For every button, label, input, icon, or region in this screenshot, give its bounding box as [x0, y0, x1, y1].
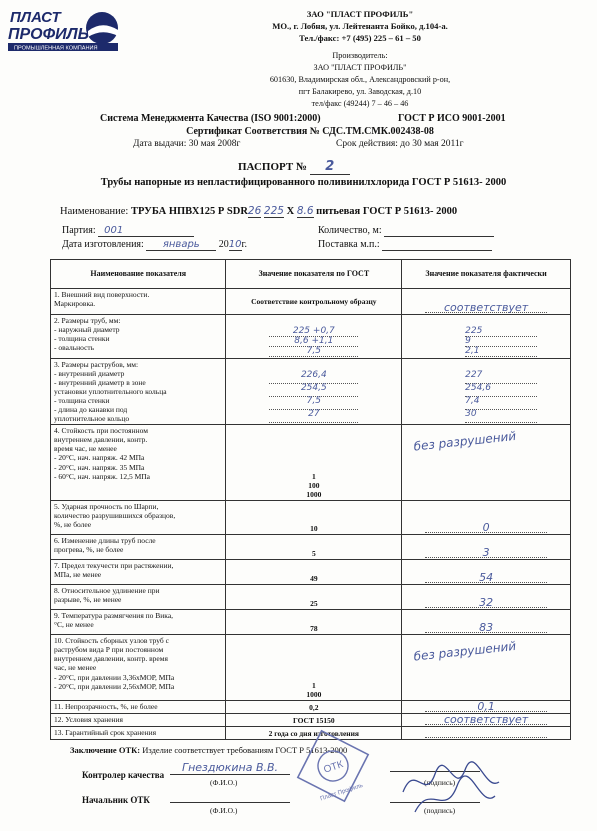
row-gost-value: ГОСТ 15150 — [226, 714, 402, 727]
delivery-label: Поставка м.п.: — [318, 239, 380, 250]
fact-hw-value: 0,1 — [425, 702, 547, 712]
delivery-field — [318, 239, 492, 251]
table-row — [51, 359, 571, 425]
company-phone: Тел./факс: +7 (495) 225 – 61 – 50 — [299, 33, 421, 43]
batch-value: 001 — [98, 225, 194, 237]
row-gost-value: 5 — [226, 535, 402, 560]
naming-prefix: ТРУБА НПВХ125 Р SDR — [130, 206, 248, 217]
row-fact-value — [402, 585, 571, 610]
row-gost-value — [226, 359, 402, 425]
batch-label: Партия: — [62, 225, 96, 236]
naming-sdr: 26 — [247, 205, 262, 217]
gost-hw-value: 225 +0,7 — [269, 327, 358, 337]
row-fact-value — [402, 701, 571, 714]
fact-hw-value: без разрушений — [413, 639, 517, 664]
row-gost-value: 0,2 — [226, 701, 402, 714]
qms-issue-date: Дата выдачи: 30 мая 2008г — [133, 139, 241, 149]
row-name: 5. Ударная прочность по Шарпи, количество разрушившихся образцов, %, не более — [51, 501, 226, 535]
row-fact-value — [402, 359, 571, 425]
producer-name: ЗАО "ПЛАСТ ПРОФИЛЬ" — [313, 63, 407, 72]
fact-hw-value: 2,1 — [465, 347, 537, 357]
fact-hw-value: соответствует — [425, 303, 547, 313]
row-gost-value — [226, 425, 402, 501]
company-name: ЗАО "ПЛАСТ ПРОФИЛЬ" — [306, 9, 414, 19]
row-name: 8. Относительное удлинение при разрыве, %, не менее — [51, 585, 226, 610]
gost-hw-value: 226,4 — [269, 371, 358, 384]
gost-line-value: 1 — [311, 681, 316, 691]
producer-address-1: 601630, Владимирская обл., Александровский р-он, — [269, 75, 451, 84]
fact-hw-value: 30 — [465, 410, 537, 423]
row-fact-value — [402, 501, 571, 535]
gost-hw-value: 254,5 — [269, 384, 358, 397]
made-date-field — [62, 239, 247, 251]
row-name: 7. Предел текучести при растяжении, МПа, не менее — [51, 560, 226, 585]
gost-hw-value: 7,5 — [269, 397, 358, 410]
passport-subtitle: Трубы напорные из непластифицированного поливинилхлорида ГОСТ Р 51613- 2000 — [100, 177, 507, 188]
col-header-name: Наименование показателя — [51, 260, 226, 289]
table-row — [51, 501, 571, 535]
row-name: 6. Изменение длины труб после прогрева, %, не более — [51, 535, 226, 560]
table-row — [51, 425, 571, 501]
table-row — [51, 585, 571, 610]
table-row — [51, 635, 571, 701]
producer-address-2: пгт Балакирево, ул. Заводская, д.10 — [298, 87, 422, 96]
row-name: 12. Условия хранения — [51, 714, 226, 727]
otk-stamp — [292, 725, 374, 807]
controller-fio-caption: (Ф.И.О.) — [210, 778, 238, 787]
fact-hw-value: 0 — [425, 523, 547, 533]
col-header-fact: Значение показателя фактически — [402, 260, 571, 289]
product-naming — [60, 205, 457, 217]
head-otk-signature-caption: (подпись) — [424, 806, 456, 815]
gost-hw-value: 27 — [269, 410, 358, 423]
naming-x: Х — [286, 206, 295, 217]
fact-hw-value: 254,6 — [465, 384, 537, 397]
fact-hw-value: соответствует — [425, 715, 547, 725]
company-address: МО., г. Лобня, ул. Лейтенанта Бойко, д.104-а. — [272, 21, 448, 31]
table-row — [51, 535, 571, 560]
col-header-gost: Значение показателя по ГОСТ — [226, 260, 402, 289]
batch-field — [62, 225, 194, 237]
passport-number: 2 — [310, 159, 350, 175]
controller-name: Гнездюкина В.В. — [170, 761, 290, 775]
fact-hw-value: 3 — [425, 548, 547, 558]
row-gost-value: 49 — [226, 560, 402, 585]
fact-hw-value — [425, 737, 547, 738]
head-otk-label: Начальник ОТК — [82, 795, 150, 805]
controller-label: Контролер качества — [82, 770, 165, 780]
head-otk-fio-caption: (Ф.И.О.) — [210, 806, 238, 815]
naming-suffix: питьевая ГОСТ Р 51613- 2000 — [316, 206, 458, 217]
fact-hw-value: 54 — [425, 573, 547, 583]
naming-wall: 8.6 — [296, 205, 314, 217]
company-logo — [6, 6, 126, 56]
row-name: 9. Температура размягчения по Вика, °С, не менее — [51, 610, 226, 635]
head-otk-name-line — [170, 802, 290, 803]
logo-word-2: ПРОФИЛЬ — [8, 26, 89, 43]
made-month: январь — [146, 239, 216, 251]
gost-line-value: 1000 — [306, 690, 322, 700]
made-year-prefix: 20 — [218, 239, 229, 250]
logo-tagline: ПРОМЫШЛЕННАЯ КОМПАНИЯ — [14, 45, 98, 52]
passport-title-text: ПАСПОРТ № — [238, 161, 308, 173]
table-row — [51, 610, 571, 635]
row-fact-value — [402, 535, 571, 560]
row-gost-value: 78 — [226, 610, 402, 635]
row-name: 10. Стойкость сборных узлов труб с раструбом вида Р при постоянном внутреннем давлении, контр. время час, не менее - 20°С, при давлении 3,36хМОР, МПа - 20°С, при давлении 2,56хМОР, МПа — [51, 635, 226, 701]
gost-hw-value: 8,6 +1,1 — [269, 337, 358, 347]
fact-hw-value: 225 — [465, 327, 537, 337]
table-header-row — [51, 260, 571, 289]
table-row — [51, 701, 571, 714]
stamp-ring: Пласт Профиль — [319, 782, 364, 803]
stamp-center: ОТК — [322, 759, 345, 776]
row-fact-value — [402, 727, 571, 740]
row-fact-value — [402, 425, 571, 501]
gost-line-value: 1000 — [306, 490, 322, 500]
controller-signature-caption: (подпись) — [424, 778, 456, 787]
fact-hw-value: 32 — [425, 598, 547, 608]
table-row — [51, 560, 571, 585]
row-fact-value — [402, 635, 571, 701]
row-name: 2. Размеры труб, мм: - наружный диаметр - толщина стенки - овальность — [51, 315, 226, 359]
row-name: 1. Внешний вид поверхности. Маркировка. — [51, 289, 226, 315]
row-gost-value: 25 — [226, 585, 402, 610]
qms-valid-until: Срок действия: до 30 мая 2011г — [336, 139, 464, 149]
quantity-label: Количество, м: — [318, 225, 382, 236]
qms-system: Система Менеджмента Качества (ISO 9001:2000) — [100, 113, 321, 124]
gost-line-value: 1 — [311, 472, 316, 482]
fact-hw-value: без разрушений — [413, 429, 517, 454]
row-gost-value: 2 года со дня изготовления — [226, 727, 402, 740]
handwritten-signature — [395, 752, 505, 822]
row-gost-value — [226, 635, 402, 701]
parameters-table — [50, 259, 571, 740]
table-row — [51, 289, 571, 315]
row-name: 11. Непрозрачность, %, не более — [51, 701, 226, 714]
row-gost-value: 10 — [226, 501, 402, 535]
conclusion-text: Изделие соответствует требованиям ГОСТ Р 51613-2000 — [142, 745, 348, 755]
row-fact-value — [402, 560, 571, 585]
row-fact-value — [402, 289, 571, 315]
naming-label: Наименование: — [60, 206, 129, 217]
fact-hw-value: 227 — [465, 371, 537, 384]
gost-line-value: 100 — [308, 481, 320, 491]
gost-hw-value: 7,5 — [269, 347, 358, 357]
conclusion-label: Заключение ОТК: — [70, 745, 141, 755]
row-gost-value — [226, 315, 402, 359]
table-row — [51, 315, 571, 359]
qms-gost: ГОСТ Р ИСО 9001-2001 — [398, 113, 506, 124]
made-year-suffix: г. — [241, 239, 248, 250]
fact-hw-value: 83 — [425, 623, 547, 633]
made-year: 10 — [228, 239, 242, 250]
row-name: 4. Стойкость при постоянном внутреннем давлении, контр. время час, не менее - 20°С, нач. напряж. 42 МПа - 20°С, нач. напряж. 35 МПа - 60°С, нач. напряж. 12,5 МПа — [51, 425, 226, 501]
quantity-field — [318, 225, 494, 237]
row-name: 13. Гарантийный срок хранения — [51, 727, 226, 740]
delivery-value — [382, 239, 492, 251]
row-fact-value — [402, 714, 571, 727]
row-name: 3. Размеры раструбов, мм: - внутренний диаметр - внутренний диаметр в зоне установки уплотнительного кольца - толщина стенки - длина до канавки под уплотнительное кольцо — [51, 359, 226, 425]
made-label: Дата изготовления: — [62, 239, 144, 250]
fact-hw-value: 7,4 — [465, 397, 537, 410]
producer-phone: тел/факс (49244) 7 – 46 – 46 — [311, 99, 409, 108]
naming-diam: 225 — [263, 205, 284, 217]
passport-title — [238, 159, 350, 175]
qms-certificate: Сертификат Соответствия № СДС.ТМ.СМК.002438-08 — [186, 126, 434, 137]
producer-label: Производитель: — [332, 51, 388, 60]
table-body — [51, 289, 571, 740]
logo-word-1: ПЛАСТ — [10, 9, 61, 26]
row-gost-value: Соответствие контрольному образцу — [226, 289, 402, 315]
row-fact-value — [402, 315, 571, 359]
fact-hw-value: 9 — [465, 337, 537, 347]
quantity-value — [384, 225, 494, 237]
